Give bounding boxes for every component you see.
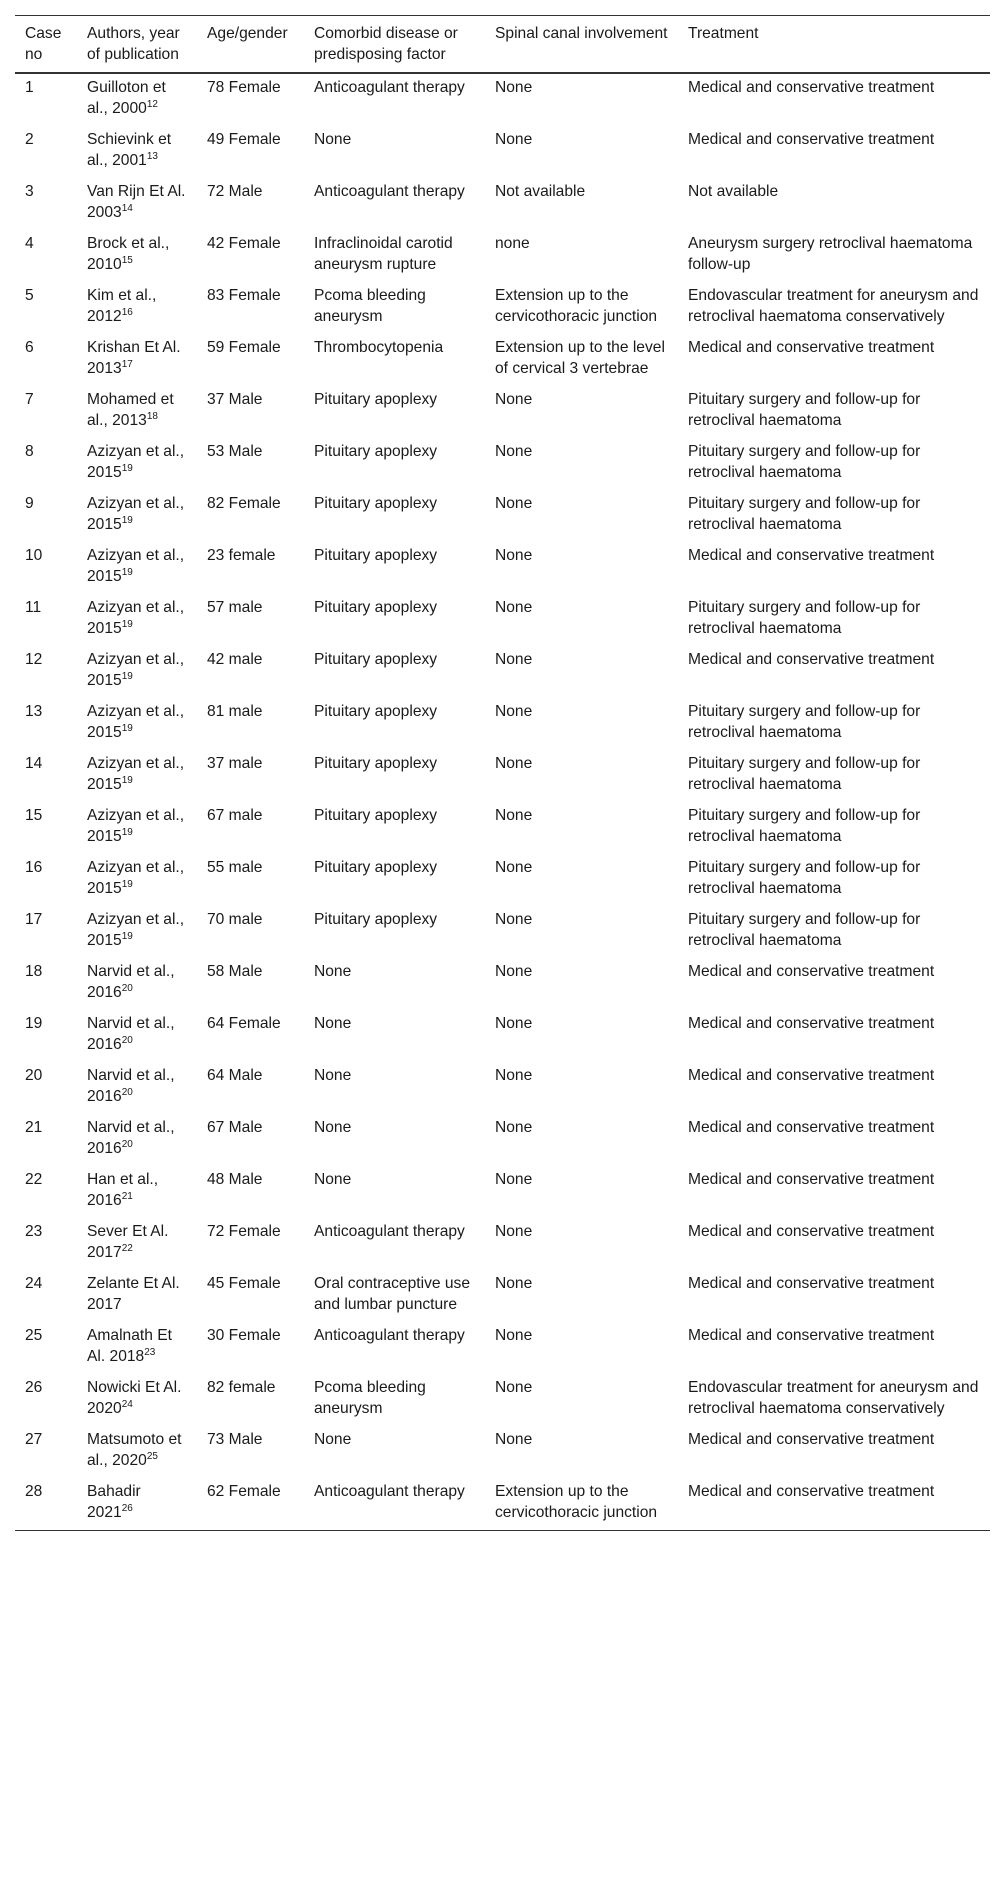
cell-case-no: 28 — [25, 1483, 43, 1500]
table-row — [15, 1426, 990, 1478]
cell-case-no: 22 — [25, 1171, 43, 1188]
header-case-no: Case no — [25, 25, 62, 63]
author-text: Azizyan et al., 2015 — [87, 599, 185, 637]
cell-age-gender: 30 Female — [207, 1327, 281, 1344]
cell-authors — [77, 1062, 197, 1114]
cell-comorbid: Pituitary apoplexy — [314, 651, 438, 668]
cell-age-gender: 49 Female — [207, 131, 281, 148]
table-row — [15, 438, 990, 490]
cell-comorbid: Anticoagulant therapy — [314, 1483, 465, 1500]
cell-spinal: None — [495, 911, 533, 928]
cell-treatment: Not available — [688, 183, 779, 200]
author-text: Narvid et al., 2016 — [87, 1015, 175, 1053]
reference-number: 20 — [121, 1034, 133, 1046]
cell-comorbid: None — [314, 1067, 352, 1084]
cell-treatment: Pituitary surgery and follow-up for retroclival haematoma — [688, 443, 921, 481]
cell-authors — [77, 1114, 197, 1166]
cell-spinal: None — [495, 703, 533, 720]
cell-spinal: None — [495, 1171, 533, 1188]
cell-comorbid: None — [314, 131, 352, 148]
cell-spinal: None — [495, 1431, 533, 1448]
reference-number: 19 — [121, 566, 133, 578]
cell-authors — [77, 906, 197, 958]
cell-comorbid: Thrombocytopenia — [314, 339, 444, 356]
author-text: Kim et al., 2012 — [87, 287, 157, 325]
author-text: Bahadir 2021 — [87, 1483, 141, 1521]
cell-authors — [77, 178, 197, 230]
cell-treatment: Medical and conservative treatment — [688, 1275, 935, 1292]
author-text: Mohamed et al., 2013 — [87, 391, 174, 429]
cell-case-no: 19 — [25, 1015, 43, 1032]
cell-treatment: Pituitary surgery and follow-up for retroclival haematoma — [688, 807, 921, 845]
cell-spinal: Extension up to the cervicothoracic junction — [495, 1483, 658, 1521]
cell-authors — [77, 230, 197, 282]
cell-case-no: 11 — [25, 599, 42, 616]
cell-age-gender: 48 Male — [207, 1171, 263, 1188]
cell-case-no: 6 — [25, 339, 34, 356]
table-row — [15, 282, 990, 334]
cell-comorbid: Anticoagulant therapy — [314, 79, 465, 96]
cell-comorbid: Infraclinoidal carotid aneurysm rupture — [314, 235, 453, 273]
author-text: Azizyan et al., 2015 — [87, 911, 185, 949]
cell-authors — [77, 126, 197, 178]
cell-treatment: Endovascular treatment for aneurysm and retroclival haematoma conservatively — [688, 287, 979, 325]
table-row — [15, 802, 990, 854]
reference-number: 19 — [121, 774, 133, 786]
cell-age-gender: 37 Male — [207, 391, 263, 408]
author-text: Azizyan et al., 2015 — [87, 807, 185, 845]
cell-case-no: 21 — [25, 1119, 43, 1136]
cell-age-gender: 64 Female — [207, 1015, 281, 1032]
cell-comorbid: Pituitary apoplexy — [314, 547, 438, 564]
case-table-container — [15, 15, 990, 1531]
table-row — [15, 542, 990, 594]
cell-comorbid: Anticoagulant therapy — [314, 1223, 465, 1240]
table-row — [15, 854, 990, 906]
cell-treatment: Medical and conservative treatment — [688, 1015, 935, 1032]
header-row — [15, 16, 990, 74]
cell-case-no: 17 — [25, 911, 43, 928]
cell-spinal: None — [495, 1223, 533, 1240]
reference-number: 13 — [146, 150, 158, 162]
cell-case-no: 5 — [25, 287, 34, 304]
cell-authors — [77, 646, 197, 698]
cell-comorbid: Pituitary apoplexy — [314, 859, 438, 876]
cell-authors — [77, 1478, 197, 1531]
cell-comorbid: None — [314, 1171, 352, 1188]
cell-age-gender: 23 female — [207, 547, 276, 564]
author-text: Narvid et al., 2016 — [87, 1119, 175, 1157]
cell-spinal: None — [495, 859, 533, 876]
cell-age-gender: 83 Female — [207, 287, 281, 304]
reference-number: 20 — [121, 1138, 133, 1150]
author-text: Van Rijn Et Al. 2003 — [87, 183, 186, 221]
reference-number: 17 — [121, 358, 133, 370]
cell-spinal: None — [495, 963, 533, 980]
reference-number: 16 — [121, 306, 133, 318]
cell-comorbid: Pituitary apoplexy — [314, 495, 438, 512]
cell-authors — [77, 282, 197, 334]
cell-authors — [77, 750, 197, 802]
cell-spinal: Extension up to the level of cervical 3 vertebrae — [495, 339, 665, 377]
cell-spinal: None — [495, 391, 533, 408]
table-row — [15, 490, 990, 542]
cell-case-no: 26 — [25, 1379, 43, 1396]
cell-comorbid: Pituitary apoplexy — [314, 599, 438, 616]
table-row — [15, 386, 990, 438]
table-row — [15, 1166, 990, 1218]
cell-case-no: 13 — [25, 703, 43, 720]
author-text: Schievink et al., 2001 — [87, 131, 172, 169]
reference-number: 19 — [121, 462, 133, 474]
reference-number: 23 — [144, 1346, 156, 1358]
table-row — [15, 1374, 990, 1426]
cell-case-no: 24 — [25, 1275, 43, 1292]
cell-age-gender: 53 Male — [207, 443, 263, 460]
reference-number: 25 — [146, 1450, 158, 1462]
cell-spinal: None — [495, 547, 533, 564]
cell-authors — [77, 958, 197, 1010]
reference-number: 20 — [121, 982, 133, 994]
header-spinal: Spinal canal involvement — [495, 25, 668, 42]
author-text: Azizyan et al., 2015 — [87, 755, 185, 793]
cell-treatment: Medical and conservative treatment — [688, 1067, 935, 1084]
author-text: Azizyan et al., 2015 — [87, 443, 185, 481]
cell-case-no: 14 — [25, 755, 43, 772]
cell-comorbid: Pituitary apoplexy — [314, 755, 438, 772]
cell-authors — [77, 1322, 197, 1374]
cell-spinal: None — [495, 1379, 533, 1396]
cell-comorbid: Oral contraceptive use and lumbar puncture — [314, 1275, 471, 1313]
cell-treatment: Medical and conservative treatment — [688, 1223, 935, 1240]
author-text: Azizyan et al., 2015 — [87, 859, 185, 897]
author-text: Azizyan et al., 2015 — [87, 547, 185, 585]
reference-number: 15 — [121, 254, 133, 266]
cell-case-no: 25 — [25, 1327, 43, 1344]
cell-age-gender: 45 Female — [207, 1275, 281, 1292]
reference-number: 20 — [121, 1086, 133, 1098]
cell-case-no: 9 — [25, 495, 34, 512]
cell-treatment: Medical and conservative treatment — [688, 339, 935, 356]
cell-treatment: Medical and conservative treatment — [688, 1327, 935, 1344]
table-row — [15, 646, 990, 698]
cell-spinal: None — [495, 1275, 533, 1292]
cell-treatment: Pituitary surgery and follow-up for retroclival haematoma — [688, 703, 921, 741]
author-text: Han et al., 2016 — [87, 1171, 159, 1209]
author-text: Amalnath Et Al. 2018 — [87, 1327, 172, 1365]
cell-authors — [77, 594, 197, 646]
author-text: Krishan Et Al. 2013 — [87, 339, 181, 377]
cell-treatment: Aneurysm surgery retroclival haematoma follow-up — [688, 235, 973, 273]
cell-authors — [77, 1010, 197, 1062]
cell-age-gender: 57 male — [207, 599, 263, 616]
cell-age-gender: 42 male — [207, 651, 263, 668]
table-row — [15, 750, 990, 802]
cell-comorbid: Pituitary apoplexy — [314, 807, 438, 824]
cell-comorbid: None — [314, 1015, 352, 1032]
table-row — [15, 334, 990, 386]
cell-spinal: None — [495, 651, 533, 668]
cell-spinal: None — [495, 1015, 533, 1032]
author-text: Narvid et al., 2016 — [87, 963, 175, 1001]
cell-age-gender: 81 male — [207, 703, 263, 720]
author-text: Narvid et al., 2016 — [87, 1067, 175, 1105]
cell-treatment: Medical and conservative treatment — [688, 1431, 935, 1448]
reference-number: 19 — [121, 878, 133, 890]
reference-number: 19 — [121, 930, 133, 942]
cell-spinal: None — [495, 599, 533, 616]
cell-treatment: Medical and conservative treatment — [688, 1119, 935, 1136]
cell-case-no: 15 — [25, 807, 43, 824]
case-table — [15, 15, 990, 1531]
reference-number: 22 — [121, 1242, 133, 1254]
cell-treatment: Pituitary surgery and follow-up for retroclival haematoma — [688, 391, 921, 429]
cell-case-no: 23 — [25, 1223, 43, 1240]
table-row — [15, 73, 990, 126]
reference-number: 24 — [121, 1398, 133, 1410]
cell-comorbid: None — [314, 963, 352, 980]
cell-comorbid: Anticoagulant therapy — [314, 183, 465, 200]
cell-treatment: Pituitary surgery and follow-up for retroclival haematoma — [688, 599, 921, 637]
cell-age-gender: 37 male — [207, 755, 263, 772]
cell-comorbid: Anticoagulant therapy — [314, 1327, 465, 1344]
cell-treatment: Medical and conservative treatment — [688, 79, 935, 96]
table-row — [15, 126, 990, 178]
cell-comorbid: Pituitary apoplexy — [314, 703, 438, 720]
cell-comorbid: Pcoma bleeding aneurysm — [314, 1379, 426, 1417]
cell-spinal: Not available — [495, 183, 586, 200]
reference-number: 19 — [121, 618, 133, 630]
table-row — [15, 594, 990, 646]
table-row — [15, 1010, 990, 1062]
cell-spinal: None — [495, 1119, 533, 1136]
cell-treatment: Medical and conservative treatment — [688, 963, 935, 980]
cell-comorbid: Pituitary apoplexy — [314, 911, 438, 928]
cell-treatment: Pituitary surgery and follow-up for retroclival haematoma — [688, 859, 921, 897]
cell-case-no: 8 — [25, 443, 34, 460]
cell-spinal: None — [495, 755, 533, 772]
author-text: Guilloton et al., 2000 — [87, 79, 166, 117]
table-row — [15, 1270, 990, 1322]
author-text: Brock et al., 2010 — [87, 235, 170, 273]
cell-treatment: Endovascular treatment for aneurysm and retroclival haematoma conservatively — [688, 1379, 979, 1417]
cell-age-gender: 82 Female — [207, 495, 281, 512]
reference-number: 18 — [146, 410, 158, 422]
table-row — [15, 1478, 990, 1531]
author-text: Azizyan et al., 2015 — [87, 703, 185, 741]
cell-age-gender: 42 Female — [207, 235, 281, 252]
cell-case-no: 20 — [25, 1067, 43, 1084]
cell-comorbid: None — [314, 1119, 352, 1136]
cell-spinal: None — [495, 79, 533, 96]
table-row — [15, 698, 990, 750]
cell-comorbid: Pcoma bleeding aneurysm — [314, 287, 426, 325]
cell-spinal: none — [495, 235, 530, 252]
cell-authors — [77, 542, 197, 594]
cell-authors — [77, 854, 197, 906]
cell-authors — [77, 334, 197, 386]
cell-spinal: None — [495, 807, 533, 824]
cell-authors — [77, 1374, 197, 1426]
cell-treatment: Medical and conservative treatment — [688, 547, 935, 564]
author-text: Nowicki Et Al. 2020 — [87, 1379, 182, 1417]
table-body — [15, 73, 990, 1531]
cell-spinal: None — [495, 495, 533, 512]
cell-authors — [77, 386, 197, 438]
author-text: Zelante Et Al. 2017 — [87, 1275, 180, 1313]
cell-age-gender: 73 Male — [207, 1431, 263, 1448]
cell-spinal: None — [495, 1327, 533, 1344]
cell-case-no: 16 — [25, 859, 43, 876]
reference-number: 26 — [121, 1502, 133, 1514]
author-text: Matsumoto et al., 2020 — [87, 1431, 182, 1469]
cell-treatment: Medical and conservative treatment — [688, 1483, 935, 1500]
cell-case-no: 27 — [25, 1431, 43, 1448]
table-row — [15, 1114, 990, 1166]
table-row — [15, 1062, 990, 1114]
cell-case-no: 10 — [25, 547, 43, 564]
cell-age-gender: 67 male — [207, 807, 263, 824]
reference-number: 21 — [121, 1190, 133, 1202]
cell-authors — [77, 73, 197, 126]
cell-case-no: 1 — [25, 79, 34, 96]
cell-comorbid: None — [314, 1431, 352, 1448]
reference-number: 19 — [121, 826, 133, 838]
cell-treatment: Pituitary surgery and follow-up for retroclival haematoma — [688, 755, 921, 793]
cell-treatment: Pituitary surgery and follow-up for retroclival haematoma — [688, 495, 921, 533]
reference-number: 19 — [121, 722, 133, 734]
cell-spinal: None — [495, 131, 533, 148]
table-row — [15, 1322, 990, 1374]
cell-age-gender: 72 Male — [207, 183, 263, 200]
author-text: Azizyan et al., 2015 — [87, 495, 185, 533]
reference-number: 12 — [146, 98, 158, 110]
cell-treatment: Medical and conservative treatment — [688, 651, 935, 668]
cell-case-no: 12 — [25, 651, 43, 668]
cell-age-gender: 64 Male — [207, 1067, 263, 1084]
cell-case-no: 2 — [25, 131, 34, 148]
header-comorbid: Comorbid disease or predisposing factor — [314, 25, 458, 63]
cell-comorbid: Pituitary apoplexy — [314, 443, 438, 460]
cell-treatment: Medical and conservative treatment — [688, 131, 935, 148]
cell-authors — [77, 490, 197, 542]
cell-case-no: 18 — [25, 963, 43, 980]
cell-authors — [77, 1426, 197, 1478]
cell-case-no: 4 — [25, 235, 34, 252]
cell-authors — [77, 438, 197, 490]
reference-number: 19 — [121, 514, 133, 526]
cell-case-no: 7 — [25, 391, 34, 408]
table-row — [15, 178, 990, 230]
table-row — [15, 906, 990, 958]
table-header — [15, 16, 990, 74]
cell-age-gender: 67 Male — [207, 1119, 263, 1136]
cell-age-gender: 58 Male — [207, 963, 263, 980]
table-row — [15, 1218, 990, 1270]
table-row — [15, 958, 990, 1010]
cell-authors — [77, 698, 197, 750]
cell-age-gender: 55 male — [207, 859, 263, 876]
cell-age-gender: 72 Female — [207, 1223, 281, 1240]
cell-age-gender: 78 Female — [207, 79, 281, 96]
cell-authors — [77, 802, 197, 854]
cell-treatment: Medical and conservative treatment — [688, 1171, 935, 1188]
cell-age-gender: 82 female — [207, 1379, 276, 1396]
cell-age-gender: 59 Female — [207, 339, 281, 356]
cell-authors — [77, 1270, 197, 1322]
cell-spinal: None — [495, 443, 533, 460]
cell-spinal: Extension up to the cervicothoracic junction — [495, 287, 658, 325]
cell-case-no: 3 — [25, 183, 34, 200]
cell-authors — [77, 1166, 197, 1218]
author-text: Sever Et Al. 2017 — [87, 1223, 169, 1261]
cell-age-gender: 70 male — [207, 911, 263, 928]
table-row — [15, 230, 990, 282]
author-text: Azizyan et al., 2015 — [87, 651, 185, 689]
header-treatment: Treatment — [688, 25, 759, 42]
header-age-gender: Age/gender — [207, 25, 288, 42]
reference-number: 14 — [121, 202, 133, 214]
header-authors: Authors, year of publication — [87, 25, 180, 63]
reference-number: 19 — [121, 670, 133, 682]
cell-treatment: Pituitary surgery and follow-up for retroclival haematoma — [688, 911, 921, 949]
cell-comorbid: Pituitary apoplexy — [314, 391, 438, 408]
cell-spinal: None — [495, 1067, 533, 1084]
cell-age-gender: 62 Female — [207, 1483, 281, 1500]
cell-authors — [77, 1218, 197, 1270]
